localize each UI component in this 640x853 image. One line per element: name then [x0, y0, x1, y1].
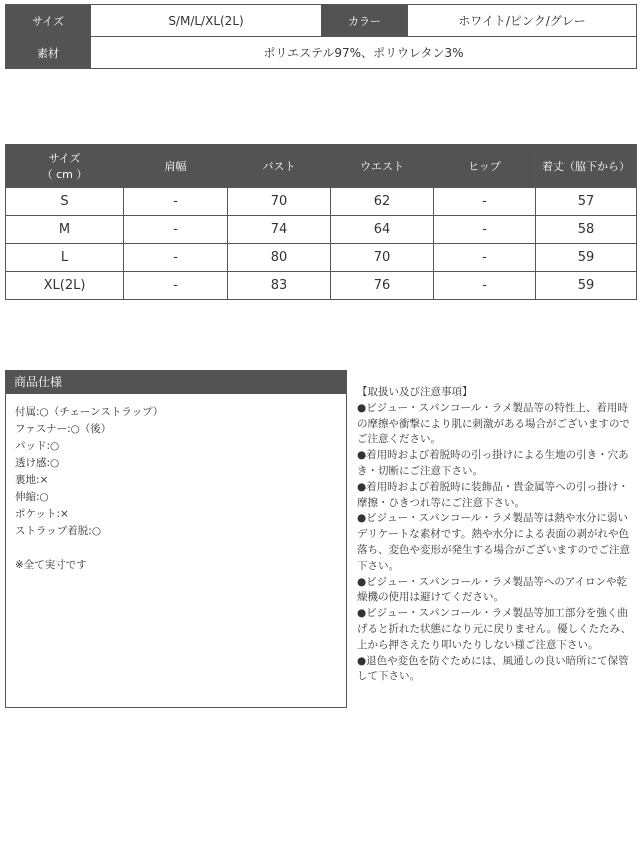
header-bust: バスト [228, 145, 331, 188]
care-notes [357, 385, 637, 685]
spec-note: ※全て実寸です [15, 559, 87, 571]
care-paragraph: ●ビジュー・スパンコール・ラメ製品等加工部分を強く曲げると折れた状態になり元に戻りません。優しくたたみ、上から押さえたり叩いたりしない様ご注意下さい。 [357, 607, 632, 651]
care-paragraph: ●ビジュー・スパンコール・ラメ製品等の特性上、着用時の摩擦や衝撃により肌に刺激がある場合がございますのでご注意ください。 [357, 401, 630, 446]
cell-shoulder: - [124, 244, 228, 272]
care-paragraph: ●退色や変色を防ぐためには、風通しの良い暗所にて保管して下さい。 [357, 654, 629, 683]
header-size [6, 145, 124, 188]
size-chart-table [5, 144, 637, 300]
header-size-line1: サイズ [48, 152, 81, 166]
list-item: ファスナー:○（後） [15, 423, 112, 435]
list-item: パッド:○ [15, 440, 60, 452]
cell-waist: 76 [331, 272, 434, 300]
cell-size: L [6, 244, 124, 272]
header-length: 着丈（脇下から） [536, 145, 637, 188]
care-paragraph: ●ビジュー・スパンコール・ラメ製品等へのアイロンや乾燥機の使用は避けてください。 [357, 575, 627, 604]
header-waist: ウエスト [331, 145, 434, 188]
list-item: 裏地:× [15, 474, 49, 486]
table-row [6, 272, 637, 300]
list-item: ポケット:× [15, 508, 69, 520]
info-row-material [6, 37, 637, 69]
table-row [6, 244, 637, 272]
cell-length: 59 [536, 244, 637, 272]
cell-length: 59 [536, 272, 637, 300]
cell-hip: - [434, 272, 536, 300]
cell-hip: - [434, 244, 536, 272]
header-size-line2: （ cm ） [41, 168, 88, 181]
product-info-table [5, 4, 637, 69]
cell-waist: 70 [331, 244, 434, 272]
cell-shoulder: - [124, 216, 228, 244]
list-item: ストラップ着脱:○ [15, 525, 101, 537]
color-label: カラー [322, 5, 408, 37]
spec-title: 商品仕様 [6, 371, 346, 394]
care-paragraph: ●着用時および着脱時に装飾品・貴金属等への引っ掛け・摩擦・ひきつれ等にご注意下さい。 [357, 480, 629, 509]
care-title: 【取扱い及び注意事項】 [357, 386, 473, 398]
size-value: S/M/L/XL(2L) [91, 5, 322, 37]
cell-hip: - [434, 216, 536, 244]
cell-shoulder: - [124, 188, 228, 216]
table-row [6, 216, 637, 244]
size-table-header-row [6, 145, 637, 188]
size-label: サイズ [6, 5, 91, 37]
care-paragraph: ●着用時および着脱時の引っ掛けによる生地の引き・穴あき・切断にご注意下さい。 [357, 449, 629, 477]
material-value: ポリエステル97%、ポリウレタン3% [91, 37, 637, 69]
cell-size: XL(2L) [6, 272, 124, 300]
info-row-size-color [6, 5, 637, 37]
table-row [6, 188, 637, 216]
material-label: 素材 [6, 37, 91, 69]
cell-bust: 74 [228, 216, 331, 244]
cell-bust: 70 [228, 188, 331, 216]
cell-shoulder: - [124, 272, 228, 300]
color-value: ホワイト/ピンク/グレー [408, 5, 637, 37]
cell-hip: - [434, 188, 536, 216]
spec-list [6, 394, 346, 540]
cell-length: 58 [536, 216, 637, 244]
cell-bust: 80 [228, 244, 331, 272]
list-item: 伸縮:○ [15, 491, 49, 503]
header-shoulder: 肩幅 [124, 145, 228, 188]
cell-waist: 64 [331, 216, 434, 244]
cell-size: S [6, 188, 124, 216]
cell-size: M [6, 216, 124, 244]
list-item: 付属:○（チェーンストラップ） [15, 406, 164, 418]
cell-waist: 62 [331, 188, 434, 216]
list-item: 透け感:○ [15, 457, 60, 469]
care-paragraph: ●ビジュー・スパンコール・ラメ製品等は熱や水分に弱いデリケートな素材です。熱や水分による表面の剥がれや色落ち、変色や変形が発生する場合がございますのでご注意下さい。 [357, 512, 630, 572]
product-spec-panel [5, 370, 347, 708]
cell-bust: 83 [228, 272, 331, 300]
cell-length: 57 [536, 188, 637, 216]
header-hip: ヒップ [434, 145, 536, 188]
